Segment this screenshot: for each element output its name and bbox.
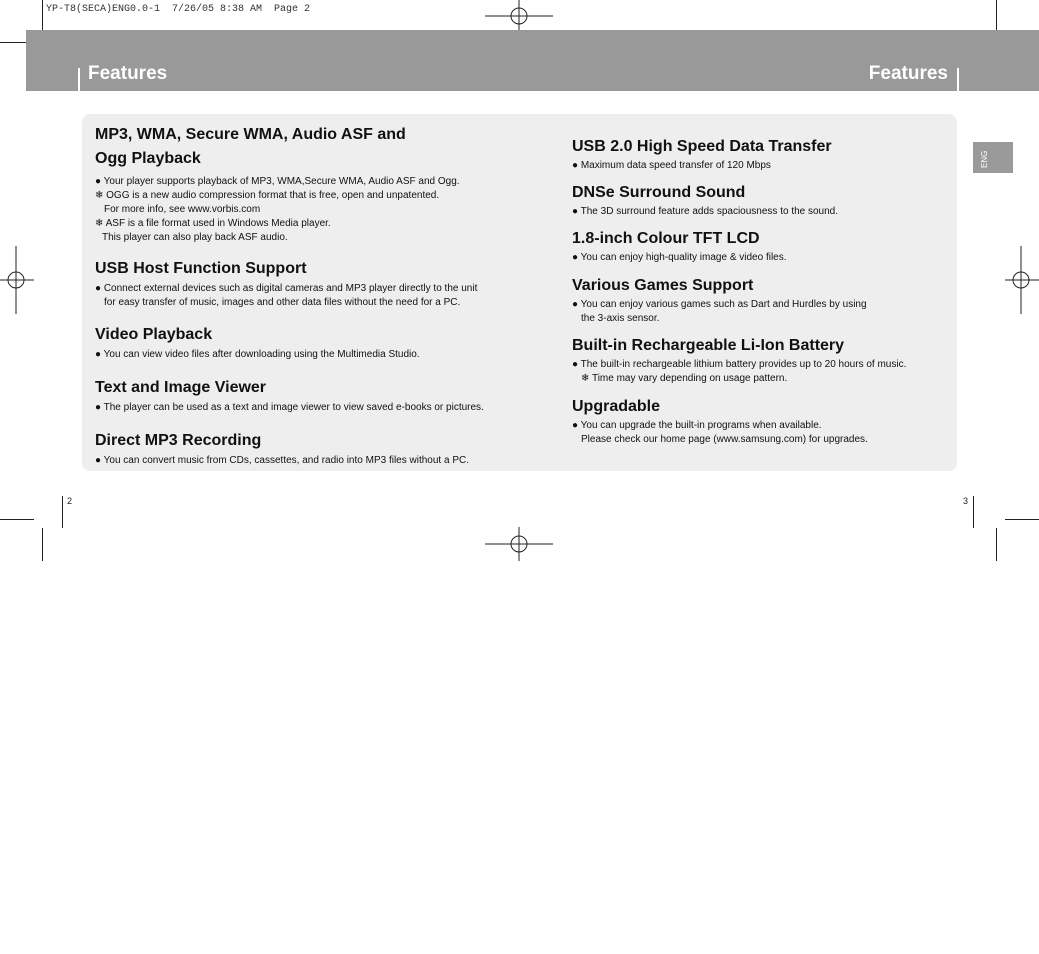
feature-line: ● Connect external devices such as digital cameras and MP3 player directly to the unit bbox=[95, 283, 478, 294]
feature-line: This player can also play back ASF audio. bbox=[102, 232, 288, 243]
feature-line: ● Your player supports playback of MP3, WMA,Secure WMA, Audio ASF and Ogg. bbox=[95, 176, 460, 187]
feature-note: ❄ ASF is a file format used in Windows Media player. bbox=[95, 218, 331, 229]
header-divider-left bbox=[78, 68, 80, 92]
registration-mark-right bbox=[1005, 246, 1039, 314]
registration-mark-bottom bbox=[485, 527, 553, 561]
feature-line: ● You can view video files after downloading using the Multimedia Studio. bbox=[95, 349, 420, 360]
feature-section-lcd bbox=[572, 227, 947, 265]
section-title: 1.8-inch Colour TFT LCD bbox=[572, 230, 760, 247]
page-number-right: 3 bbox=[963, 496, 969, 506]
feature-section-mp3 bbox=[95, 123, 495, 245]
feature-line: ● You can upgrade the built-in programs when available. bbox=[572, 420, 822, 431]
feature-line: Please check our home page (www.samsung.com) for upgrades. bbox=[581, 434, 868, 445]
section-title: Direct MP3 Recording bbox=[95, 432, 262, 449]
registration-mark-left bbox=[0, 246, 34, 314]
section-title: DNSe Surround Sound bbox=[572, 184, 746, 201]
section-title: Text and Image Viewer bbox=[95, 379, 267, 396]
section-title: MP3, WMA, Secure WMA, Audio ASF and bbox=[95, 126, 406, 143]
section-title-cont: Ogg Playback bbox=[95, 150, 201, 167]
feature-section-usb2 bbox=[572, 135, 947, 173]
language-tab-label: ENG bbox=[980, 150, 989, 168]
header-divider-right bbox=[957, 68, 959, 92]
crop-mark bbox=[0, 519, 34, 520]
feature-line: ● The built-in rechargeable lithium battery provides up to 20 hours of music. bbox=[572, 359, 907, 370]
registration-mark-top bbox=[485, 0, 553, 34]
feature-note: ❄ OGG is a new audio compression format that is free, open and unpatented. bbox=[95, 190, 440, 201]
feature-section-upgradable bbox=[572, 395, 947, 447]
section-title: USB Host Function Support bbox=[95, 260, 307, 277]
feature-line: the 3-axis sensor. bbox=[581, 313, 660, 324]
feature-note: ❄ Time may vary depending on usage pattern. bbox=[581, 373, 788, 384]
section-title: Video Playback bbox=[95, 326, 213, 343]
crop-mark bbox=[996, 0, 997, 34]
feature-section-games bbox=[572, 274, 947, 326]
feature-line: ● The 3D surround feature adds spaciousness to the sound. bbox=[572, 206, 839, 217]
feature-section-battery bbox=[572, 334, 947, 386]
features-column-right bbox=[572, 135, 947, 447]
feature-section-video bbox=[95, 323, 495, 362]
feature-line: ● You can enjoy high-quality image & video files. bbox=[572, 252, 787, 263]
feature-section-usb-host bbox=[95, 257, 495, 310]
crop-mark bbox=[62, 496, 63, 528]
page-title-right: Features bbox=[868, 63, 948, 84]
crop-mark bbox=[42, 528, 43, 561]
section-title: Various Games Support bbox=[572, 277, 754, 294]
section-title: Upgradable bbox=[572, 398, 661, 415]
language-tab bbox=[973, 142, 1013, 173]
printer-slug-line: YP-T8(SECA)ENG0.0-1 7/26/05 8:38 AM Page 2 bbox=[46, 4, 311, 15]
features-panel bbox=[82, 114, 957, 471]
features-column-left bbox=[95, 123, 495, 468]
feature-line: ● Maximum data speed transfer of 120 Mbps bbox=[572, 160, 771, 171]
page-title-left: Features bbox=[88, 63, 168, 84]
crop-mark bbox=[1005, 519, 1039, 520]
feature-line: ● The player can be used as a text and image viewer to view saved e-books or pictures. bbox=[95, 402, 484, 413]
crop-mark bbox=[42, 0, 43, 34]
section-title: USB 2.0 High Speed Data Transfer bbox=[572, 138, 832, 155]
feature-line: ● You can enjoy various games such as Dart and Hurdles by using bbox=[572, 299, 867, 310]
feature-section-dnse bbox=[572, 181, 947, 219]
section-title: Built-in Rechargeable Li-Ion Battery bbox=[572, 337, 845, 354]
feature-section-recording bbox=[95, 429, 495, 468]
crop-mark bbox=[996, 528, 997, 561]
feature-section-viewer bbox=[95, 376, 495, 415]
feature-line: ● You can convert music from CDs, cassettes, and radio into MP3 files without a PC. bbox=[95, 455, 469, 466]
page-number-left: 2 bbox=[67, 496, 73, 506]
feature-line: for easy transfer of music, images and other data files without the need for a PC. bbox=[104, 297, 461, 308]
crop-mark bbox=[973, 496, 974, 528]
feature-line: For more info, see www.vorbis.com bbox=[104, 204, 261, 215]
